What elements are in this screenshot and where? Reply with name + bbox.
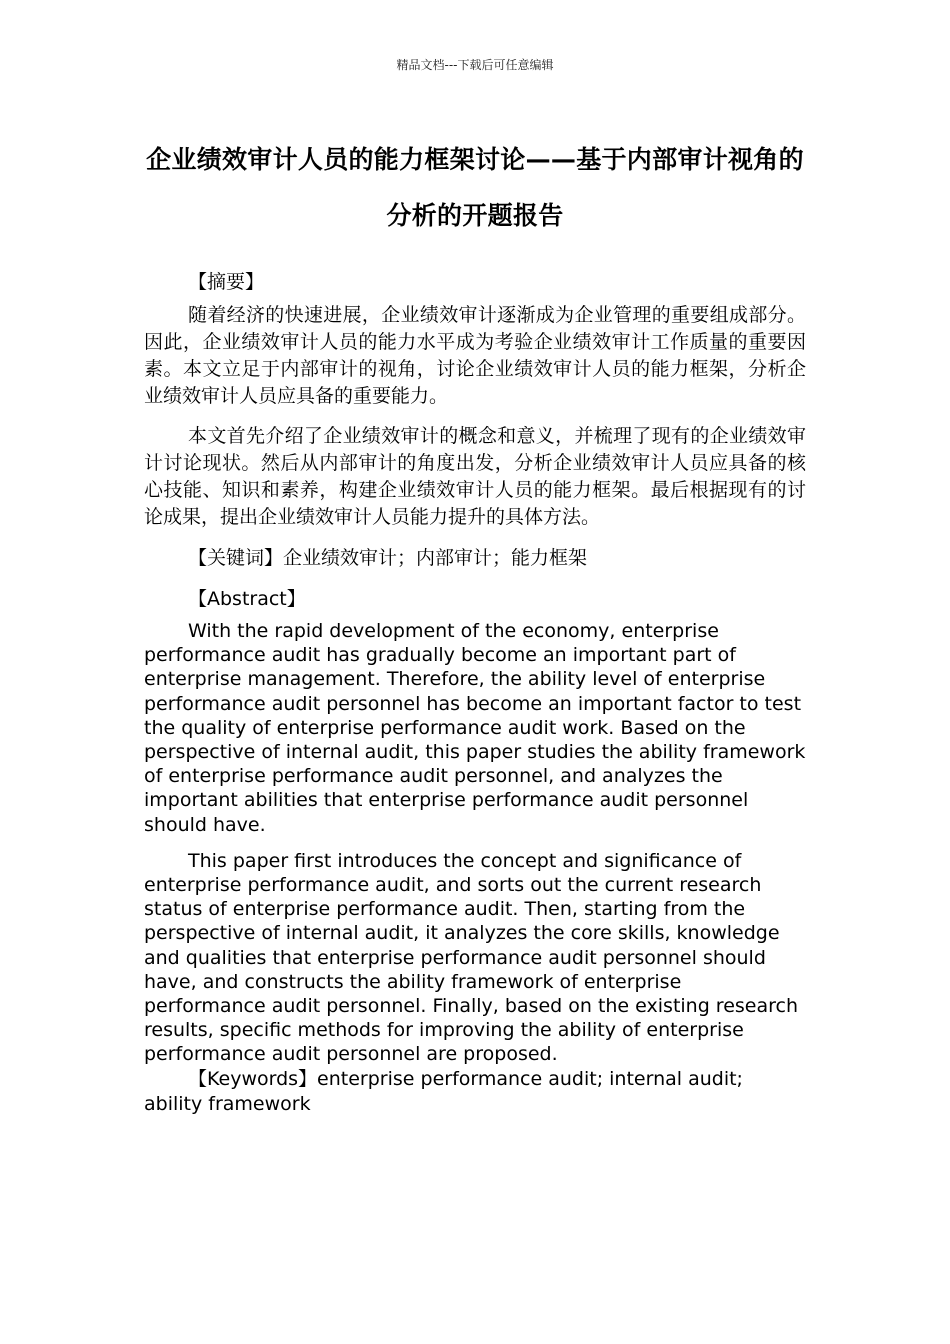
keywords-en: 【Keywords】enterprise performance audit; internal audit; ability framework	[144, 1067, 743, 1115]
abstract-en-label: 【Abstract】	[188, 588, 306, 610]
abstract-en-paragraph: With the rapid development of the economy, enterprise performance audit has gradually become an important part of enterprise management. Therefore, the ability level of enterprise performance audit personnel has become an important factor to test the quality of enterprise performance audit work. Based on the perspective of internal audit, this paper studies the ability framework of enterprise performance audit personnel, and analyzes the important abilities that enterprise performance audit personnel should have.	[144, 620, 806, 836]
page-header: 精品文档---下载后可任意编辑	[396, 58, 554, 72]
document-body	[144, 268, 806, 1117]
keywords-cn: 【关键词】企业绩效审计；内部审计；能力框架	[188, 547, 588, 569]
abstract-cn-paragraph: 本文首先介绍了企业绩效审计的概念和意义，并梳理了现有的企业绩效审计讨论现状。然后从内部审计的角度出发，分析企业绩效审计人员应具备的核心技能、知识和素养，构建企业绩效审计人员的能力框架。最后根据现有的讨论成果，提出企业绩效审计人员能力提升的具体方法。	[144, 425, 806, 528]
document-title: 企业绩效审计人员的能力框架讨论——基于内部审计视角的分析的开题报告	[146, 145, 804, 230]
abstract-cn-label: 【摘要】	[188, 271, 265, 293]
abstract-cn-paragraph: 随着经济的快速进展，企业绩效审计逐渐成为企业管理的重要组成部分。因此，企业绩效审计人员的能力水平成为考验企业绩效审计工作质量的重要因素。本文立足于内部审计的视角，讨论企业绩效审计人员的能力框架，分析企业绩效审计人员应具备的重要能力。	[144, 304, 806, 407]
abstract-en-paragraph: This paper first introduces the concept and significance of enterprise performance audit, and sorts out the current research status of enterprise performance audit. Then, starting from the perspective of internal audit, it analyzes the core skills, knowledge and qualities that enterprise performance audit personnel should have, and constructs the ability framework of enterprise performance audit personnel. Finally, based on the existing research results, specific methods for improving the ability of enterprise performance audit personnel are proposed.	[144, 849, 799, 1066]
